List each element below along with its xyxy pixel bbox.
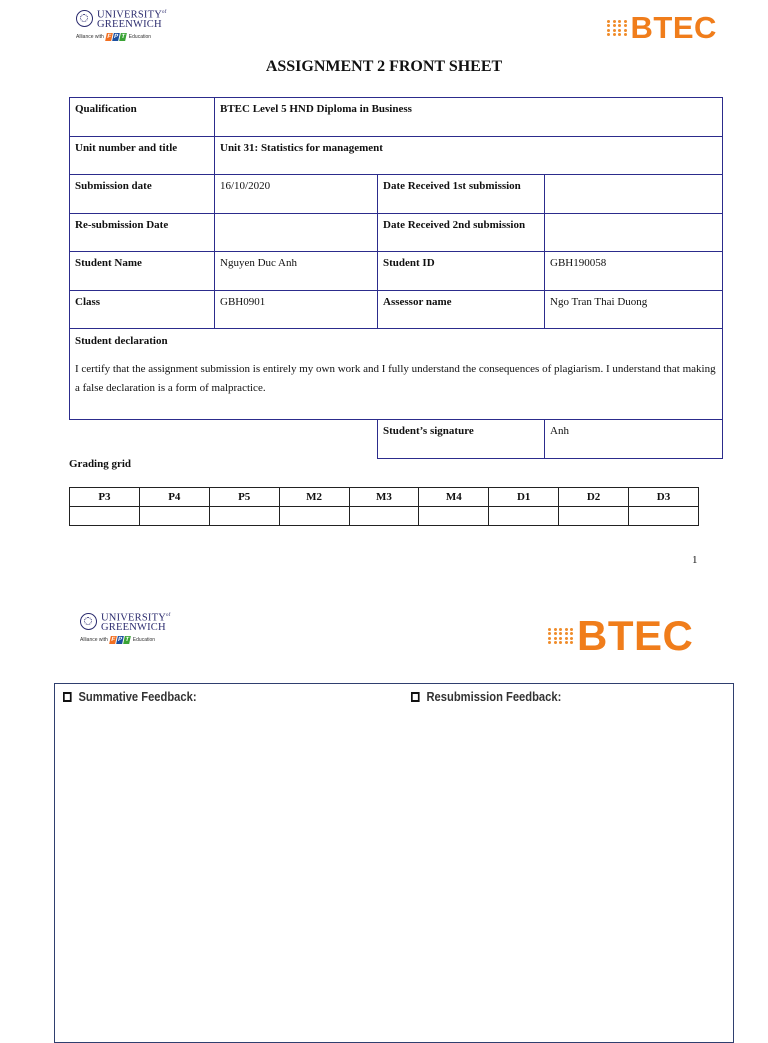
resubmission-date-label: Re-submission Date: [70, 213, 215, 252]
grade-cell: [279, 507, 349, 526]
grade-header: D1: [489, 488, 559, 507]
student-name-value: Nguyen Duc Anh: [215, 252, 378, 291]
declaration-text: I certify that the assignment submission is entirely my own work and I fully understand the consequences of plagiarism. I understand that making a false declaration is a form of malpractice.: [75, 363, 716, 394]
grade-header: D3: [629, 488, 699, 507]
fpt-logo: F P T: [110, 636, 130, 643]
summative-feedback-heading: [63, 689, 197, 704]
grade-cell: [349, 507, 419, 526]
btec-logo-page2: BTEC: [548, 612, 693, 660]
unit-label: Unit number and title: [70, 136, 215, 175]
university-greenwich-logo: [76, 8, 167, 41]
grade-header: P3: [70, 488, 140, 507]
front-sheet-table: [69, 97, 723, 459]
grade-cell: [629, 507, 699, 526]
btec-dots-icon: [607, 20, 628, 37]
grade-cell: [209, 507, 279, 526]
grade-header: P5: [209, 488, 279, 507]
qualification-value: BTEC Level 5 HND Diploma in Business: [215, 98, 723, 137]
alliance-line: Alliance with F P T Education: [80, 636, 156, 643]
grade-header: M3: [349, 488, 419, 507]
university-name: $UNIVERSITY^{of}$ GREENWICH: [101, 612, 171, 633]
grade-cell: [559, 507, 629, 526]
date-received-2nd-label: Date Received 2nd submission: [378, 213, 545, 252]
btec-logo: BTEC: [607, 10, 717, 46]
signature-value: Anh: [545, 420, 723, 459]
resubmission-feedback-heading: [411, 689, 561, 704]
grade-cell: [70, 507, 140, 526]
signature-label: Student’s signature: [378, 420, 545, 459]
date-received-2nd-value: [545, 213, 723, 252]
resubmission-date-value: [215, 213, 378, 252]
page-number: 1: [692, 554, 698, 566]
fpt-logo: F P T: [106, 33, 126, 40]
submission-date-label: Submission date: [70, 175, 215, 214]
assessor-value: Ngo Tran Thai Duong: [545, 290, 723, 329]
grading-grid-label: Grading grid: [69, 458, 132, 470]
alliance-line: Alliance with F P T Education: [76, 33, 152, 40]
declaration-title: Student declaration: [75, 335, 168, 347]
grade-header: P4: [139, 488, 209, 507]
student-id-value: GBH190058: [545, 252, 723, 291]
grade-header: D2: [559, 488, 629, 507]
summative-feedback-label: Summative Feedback:: [78, 689, 197, 704]
assessor-label: Assessor name: [378, 290, 545, 329]
btec-dots-icon: [548, 628, 574, 645]
grade-cell: [419, 507, 489, 526]
university-crest-icon: [80, 613, 97, 630]
class-label: Class: [70, 290, 215, 329]
checkbox-icon[interactable]: [63, 692, 72, 702]
checkbox-icon[interactable]: [411, 692, 420, 702]
grade-header: M4: [419, 488, 489, 507]
student-name-label: Student Name: [70, 252, 215, 291]
feedback-box: [54, 683, 734, 1043]
qualification-label: Qualification: [70, 98, 215, 137]
unit-value: Unit 31: Statistics for management: [215, 136, 723, 175]
grade-header: M2: [279, 488, 349, 507]
grade-cell: [489, 507, 559, 526]
submission-date-value: 16/10/2020: [215, 175, 378, 214]
student-id-label: Student ID: [378, 252, 545, 291]
class-value: GBH0901: [215, 290, 378, 329]
date-received-1st-value: [545, 175, 723, 214]
page-title: ASSIGNMENT 2 FRONT SHEET: [265, 58, 503, 75]
university-greenwich-logo-page2: [80, 611, 171, 644]
student-declaration: [70, 329, 723, 420]
resubmission-feedback-label: Resubmission Feedback:: [426, 689, 562, 704]
grading-grid: [69, 487, 699, 526]
grade-cell: [139, 507, 209, 526]
date-received-1st-label: Date Received 1st submission: [378, 175, 545, 214]
university-crest-icon: [76, 10, 93, 27]
university-name: $UNIVERSITY^{of}$ GREENWICH: [97, 9, 167, 30]
